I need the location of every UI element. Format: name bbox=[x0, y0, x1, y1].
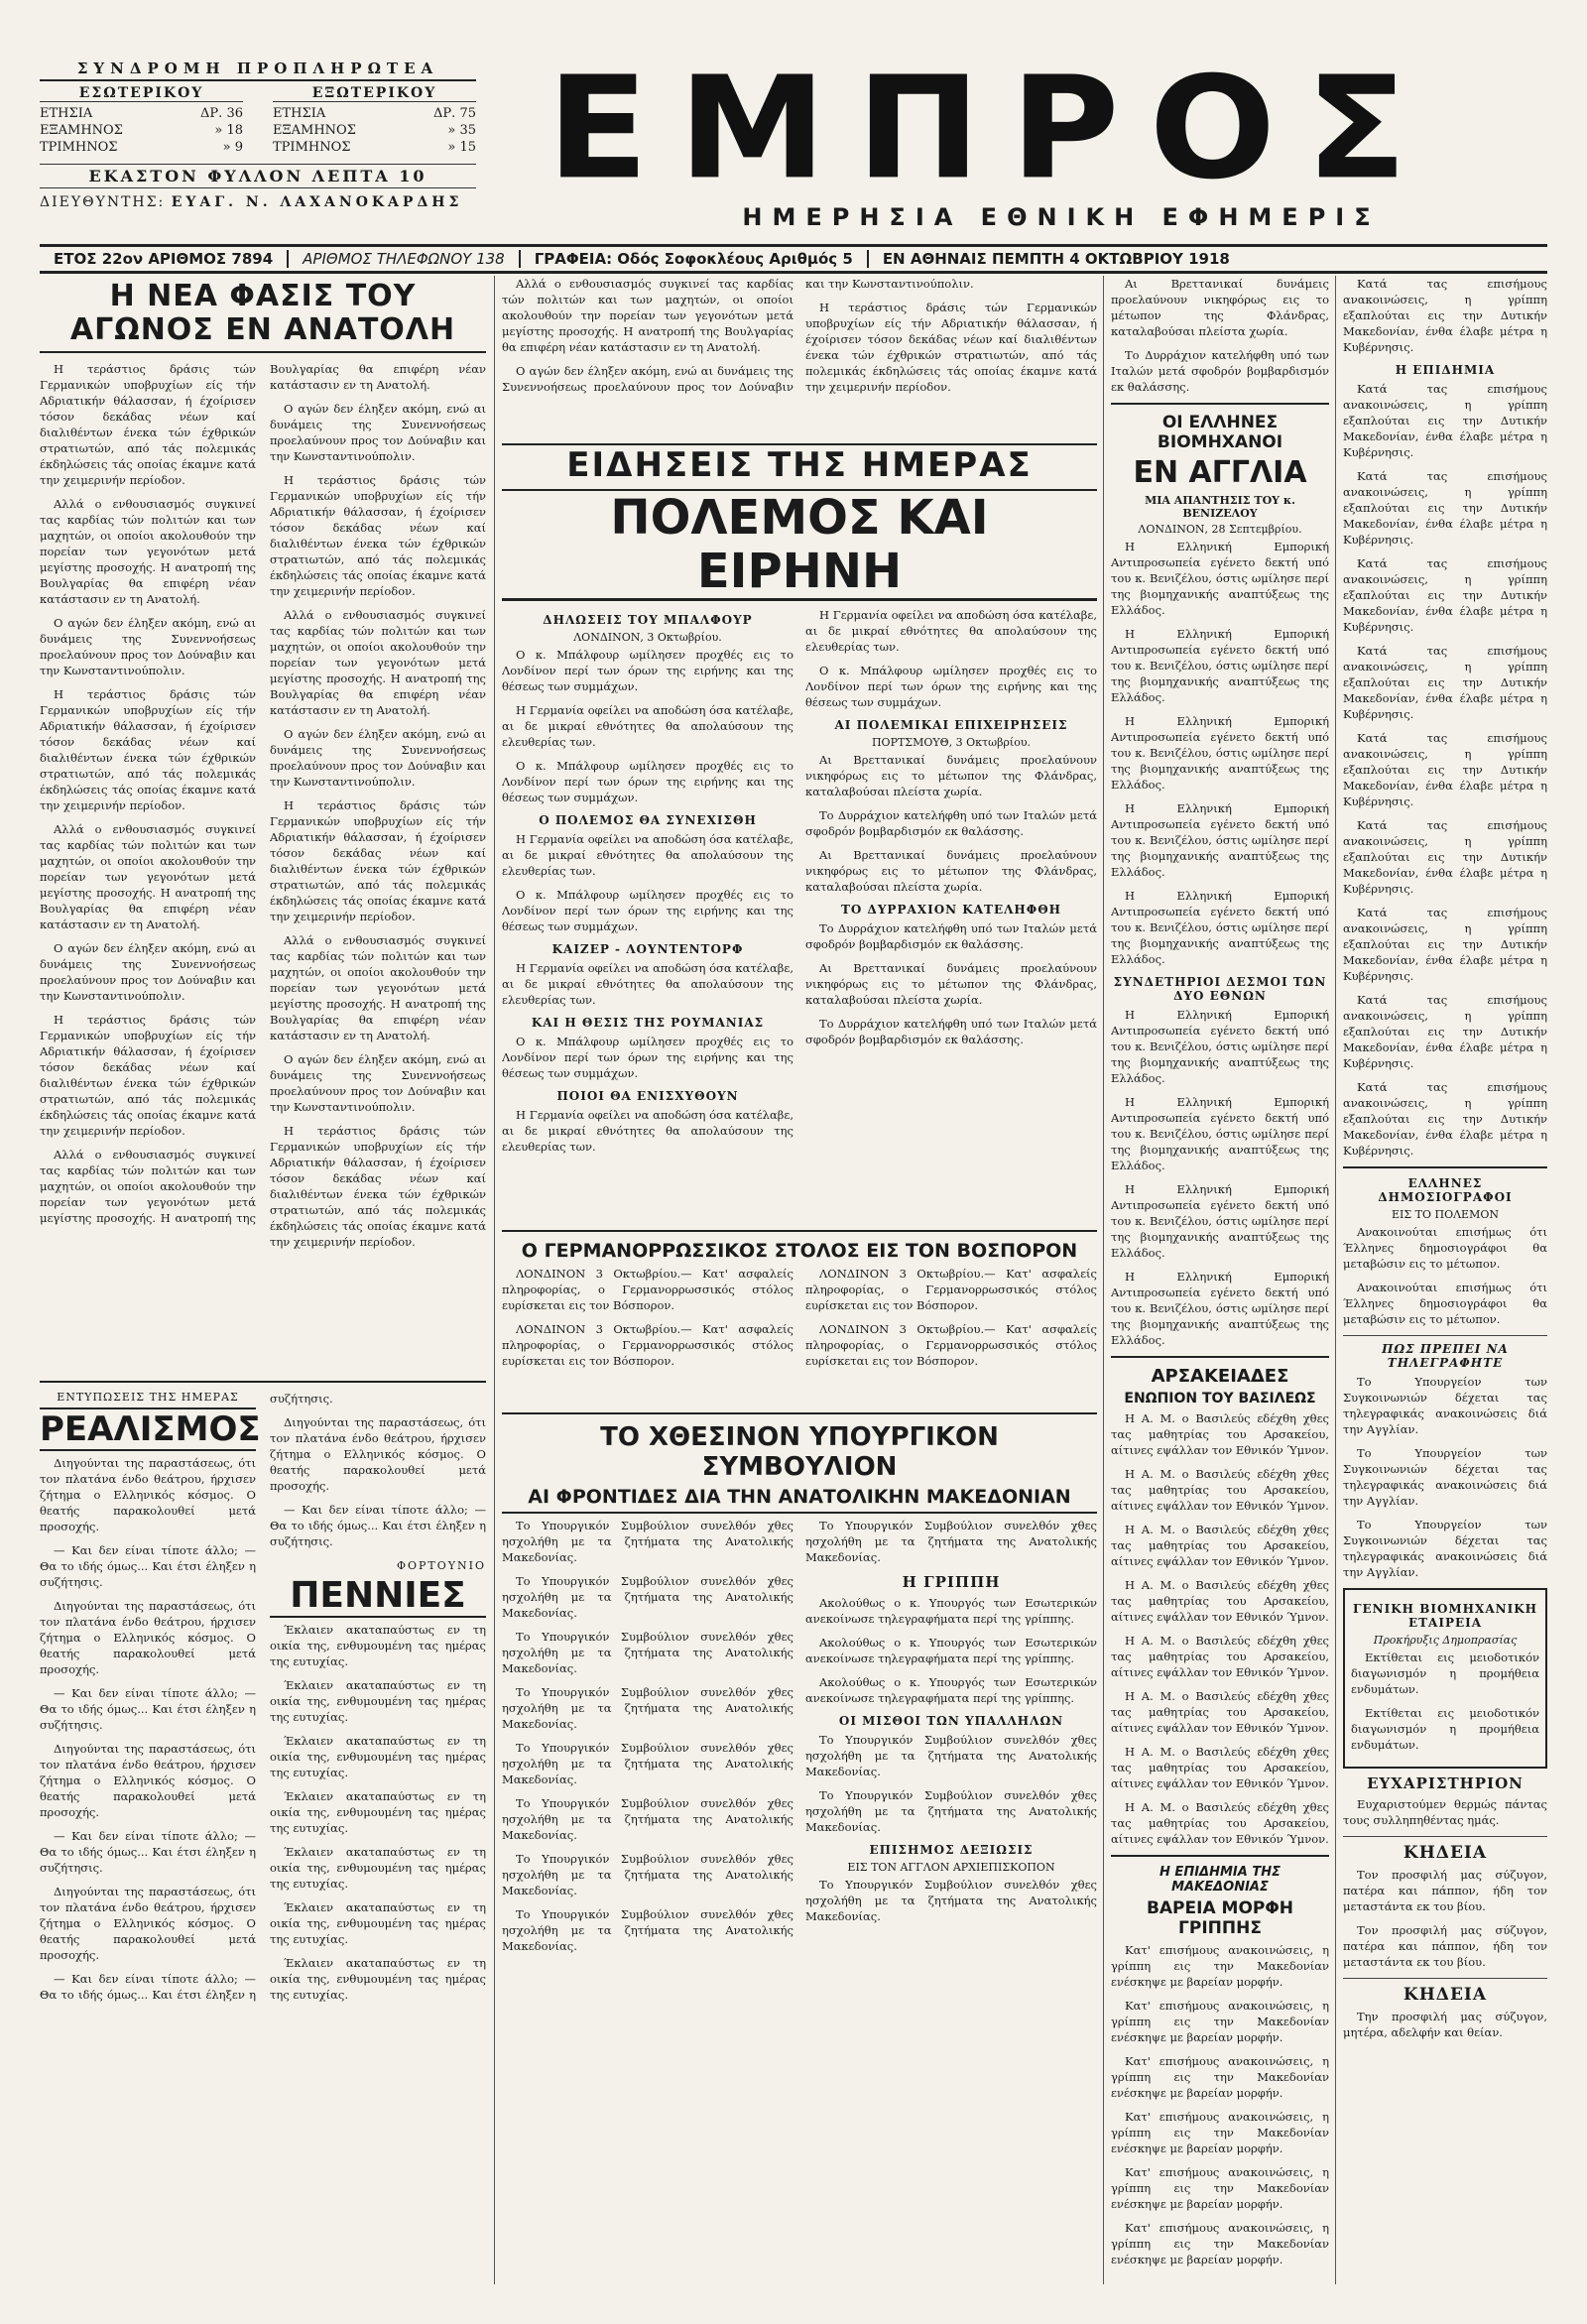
far-paragraph: Κατά τας επισήμους ανακοινώσεις, η γρίππη εξαπλούται εις την Δυτικήν Μακεδονίαν, ένθα έλαβε μέτρα η Κυβέρνησις. bbox=[1343, 469, 1547, 547]
news-paragraph: Ο κ. Μπάλφουρ ωμίλησεν προχθές εις το Λονδίνον περί των όρων της ειρήνης και της θέσεως των συμμάχων. bbox=[502, 648, 794, 693]
flu-paragraph: Ακολούθως ο κ. Υπουργός των Εσωτερικών ανεκοίνωσε τηλεγραφήματα περί της γρίππης. bbox=[805, 1636, 1097, 1665]
realism-paragraph: Διηγούνται της παραστάσεως, ότι τον πλατάνα ένδο θεάτρου, ήρχισεν ζήτημα ο Ελληνικός κόσμος. Ο θεατής παρακολουθεί μετά προσοχής. bbox=[40, 1742, 256, 1819]
macedonia-kicker: Η ΕΠΙΔΗΜΙΑ ΤΗΣ ΜΑΚΕΔΟΝΙΑΣ bbox=[1160, 1865, 1281, 1895]
continuation-paragraph: Αλλά ο ενθουσιασμός συγκινεί τας καρδίας τών πολιτών και των μαχητών, οι οποίοι ακολουθούν την πορείαν των γεγονότων μετά μεγίστης προσοχής. Η ανατροπή της Βουλγαρίας θα επιφέρη νέαν κατάστασιν εν τη Ανατολή. bbox=[502, 277, 794, 354]
industry-paragraph: Η Ελληνική Εμπορική Αντιπροσωπεία εγένετο δεκτή υπό του κ. Βενιζέλου, όστις ωμίλησε περί της βιομηχανικής αναπτύξεως της Ελλάδος. bbox=[1111, 540, 1329, 617]
council-paragraph: Το Υπουργικόν Συμβούλιον συνελθόν χθες ησχολήθη με τα ζητήματα της Ανατολικής Μακεδονίας. bbox=[805, 1733, 1097, 1778]
arsakeiades-paragraph: Η Α. Μ. ο Βασιλεύς εδέχθη χθες τας μαθητρίας του Αρσακείου, αίτινες εψάλλαν τον Εθνικόν Ύμνον. bbox=[1111, 1800, 1329, 1846]
domestic-subscriptions bbox=[40, 85, 243, 156]
sub-price: ΔΡ. 36 bbox=[200, 106, 243, 121]
correspondents-headline: ΕΛΛΗΝΕΣ ΔΗΜΟΣΙΟΓΡΑΦΟΙ bbox=[1378, 1176, 1513, 1204]
lead-article-column bbox=[40, 276, 486, 2284]
realism-paragraph: Διηγούνται της παραστάσεως, ότι τον πλατάνα ένδο θεάτρου, ήρχισεν ζήτημα ο Ελληνικός κόσμος. Ο θεατής παρακολουθεί μετά προσοχής. bbox=[40, 1599, 256, 1676]
far-paragraph: Τον προσφιλή μας σύζυγον, πατέρα και πάππον, ήδη τον μεταστάντα εκ του βίου. bbox=[1343, 1868, 1547, 1913]
domestic-label: ΕΣΩΤΕΡΙΚΟΥ bbox=[40, 85, 243, 102]
flu-headline: Η ΓΡΙΠΠΗ bbox=[902, 1573, 1001, 1591]
news-sub5: ΠΟΙΟΙ ΘΑ ΕΝΙΣΧΥΘΟΥΝ bbox=[556, 1089, 739, 1103]
realism-paragraph: Διηγούνται της παραστάσεως, ότι τον πλατάνα ένδο θεάτρου, ήρχισεν ζήτημα ο Ελληνικός κόσμος. Ο θεατής παρακολουθεί μετά προσοχής. bbox=[40, 1885, 256, 1962]
realism-headline: ΡΕΑΛΙΣΜΟΣ bbox=[40, 1409, 261, 1449]
news-kicker: ΕΙΔΗΣΕΙΣ ΤΗΣ ΗΜΕΡΑΣ bbox=[502, 443, 1097, 485]
fleet-headline: Ο ΓΕΡΜΑΝΟΡΡΩΣΣΙΚΟΣ ΣΤΟΛΟΣ ΕΙΣ ΤΟΝ ΒΟΣΠΟΡΟΝ bbox=[521, 1240, 1078, 1262]
lead-paragraph: Η τεράστιος δράσις τών Γερμανικών υποβρυχίων είς τήν Αδριατικήν θάλασσαν, ή έχοίρισεν τόσον δεκάδας νέων καί διαλιθέντων ένεκα τών έχθρικών στρατιωτών, από τάς πολεμικάς έκδηλώσεις τάς οποίας έκαμνε κατά την χειμερινήν περίοδον. bbox=[270, 1124, 486, 1249]
continuation-paragraph: Το Δυρράχιον κατελήφθη υπό των Ιταλών μετά σφοδρόν βομβαρδισμόν εκ θαλάσσης. bbox=[1111, 348, 1329, 394]
ops-dateline: ΠΟΡΤΣΜΟΥΘ, 3 Οκτωβρίου. bbox=[871, 736, 1032, 749]
far-paragraph: Κατά τας επισήμους ανακοινώσεις, η γρίππη εξαπλούται εις την Δυτικήν Μακεδονίαν, ένθα έλαβε μέτρα η Κυβέρνησις. bbox=[1343, 556, 1547, 634]
sub-price: » 15 bbox=[447, 140, 476, 155]
divider bbox=[1111, 1356, 1329, 1358]
industry-sub: ΜΙΑ ΑΠΑΝΤΗΣΙΣ ΤΟΥ κ. ΒΕΝΙΖΕΛΟΥ bbox=[1145, 494, 1295, 520]
industry-paragraph: Η Ελληνική Εμπορική Αντιπροσωπεία εγένετο δεκτή υπό του κ. Βενιζέλου, όστις ωμίλησε περί της βιομηχανικής αναπτύξεως της Ελλάδος. bbox=[1111, 1182, 1329, 1260]
continuation-paragraph: Αι Βρεττανικαί δυνάμεις προελαύνουν νικηφόρως εις το μέτωπον της Φλάνδρας, καταλαβούσαι πλείστα χωρία. bbox=[1111, 277, 1329, 338]
news-paragraph: Ο κ. Μπάλφουρ ωμίλησεν προχθές εις το Λονδίνον περί των όρων της ειρήνης και της θέσεως των συμμάχων. bbox=[805, 664, 1097, 709]
macedonia-paragraph: Κατ' επισήμους ανακοινώσεις, η γρίππη εις την Μακεδονίαν ενέσκηψε με βαρείαν μορφήν. bbox=[1111, 1999, 1329, 2044]
continuation-paragraph: Η τεράστιος δράσις τών Γερμανικών υποβρυχίων είς τήν Αδριατικήν θάλασσαν, ή έχοίρισεν τόσον δεκάδας νέων καί διαλιθέντων ένεκα τών έχθρικών στρατιωτών, από τάς πολεμικάς έκδηλώσεις τάς οποίας έκαμνε κατά την χειμερινήν περίοδον. bbox=[805, 301, 1097, 394]
foreign-subscriptions bbox=[273, 85, 476, 156]
council-paragraph: Το Υπουργικόν Συμβούλιον συνελθόν χθες ησχολήθη με τα ζητήματα της Ανατολικής Μακεδονίας. bbox=[502, 1685, 794, 1731]
price-per-sheet: ΕΚΑΣΤΟΝ ΦΥΛΛΟΝ ΛΕΠΤΑ 10 bbox=[40, 164, 476, 188]
far-right-column bbox=[1343, 276, 1547, 2284]
center-column bbox=[502, 276, 1097, 2284]
far-paragraph: Κατά τας επισήμους ανακοινώσεις, η γρίππη εξαπλούται εις την Δυτικήν Μακεδονίαν, ένθα έλαβε μέτρα η Κυβέρνησις. bbox=[1343, 382, 1547, 459]
news-dateline: ΛΟΝΔΙΝΟΝ, 3 Οκτωβρίου. bbox=[573, 631, 722, 644]
ops-paragraph: Αι Βρεττανικαί δυνάμεις προελαύνουν νικηφόρως εις το μέτωπον της Φλάνδρας, καταλαβούσαι πλείστα χωρία. bbox=[805, 753, 1097, 798]
news-body bbox=[502, 607, 1097, 1222]
sub-price: » 9 bbox=[222, 140, 243, 155]
divider bbox=[502, 1230, 1097, 1232]
ops-sub: ΤΟ ΔΥΡΡΑΧΙΟΝ ΚΑΤΕΛΗΦΘΗ bbox=[840, 903, 1062, 917]
divider bbox=[1343, 1166, 1547, 1168]
sub-period: ΤΡΙΜΗΝΟΣ bbox=[273, 140, 351, 155]
ops-paragraph: Αι Βρεττανικαί δυνάμεις προελαύνουν νικηφόρως εις το μέτωπον της Φλάνδρας, καταλαβούσαι πλείστα χωρία. bbox=[805, 848, 1097, 894]
feuilleton-paragraph: Έκλαιεν ακαταπαύστως εν τη οικία της, ενθυμουμένη τας ημέρας της ευτυχίας. bbox=[270, 1623, 486, 1668]
lead-paragraph: Ο αγών δεν έληξεν ακόμη, ενώ αι δυνάμεις της Συνεννοήσεως προελαύνουν προς τον Δούναβιν και την Κωνσταντινούπολιν. bbox=[270, 1052, 486, 1114]
far-paragraph: Την προσφιλή μας σύζυγον, μητέρα, αδελφήν και θείαν. bbox=[1343, 2010, 1547, 2039]
funeral1-headline: ΚΗΔΕΙΑ bbox=[1403, 1843, 1488, 1863]
issue-number: ΕΤΟΣ 22ον ΑΡΙΘΜΟΣ 7894 bbox=[54, 250, 274, 268]
lead-paragraph: Ο αγών δεν έληξεν ακόμη, ενώ αι δυνάμεις της Συνεννοήσεως προελαύνουν προς τον Δούναβιν και την Κωνσταντινούπολιν. bbox=[270, 402, 486, 463]
ties-headline: ΣΥΝΔΕΤΗΡΙΟΙ ΔΕΣΜΟΙ ΤΩΝ ΔΥΟ ΕΘΝΩΝ bbox=[1113, 975, 1327, 1003]
macedonia-headline: ΒΑΡΕΙΑ ΜΟΡΦΗ ΓΡΙΠΠΗΣ bbox=[1146, 1898, 1294, 1938]
sub-price: ΔΡ. 75 bbox=[433, 106, 476, 121]
realism-paragraph: — Και δεν είναι τίποτε άλλο; — Θα το ιδής όμως... Και έτσι έληξεν η συζήτησις. bbox=[40, 1543, 256, 1589]
far-paragraph: Εκτίθεται εις μειοδοτικόν διαγωνισμόν η προμήθεια ενδυμάτων. bbox=[1351, 1651, 1539, 1696]
arsakeiades-paragraph: Η Α. Μ. ο Βασιλεύς εδέχθη χθες τας μαθητρίας του Αρσακείου, αίτινες εψάλλαν τον Εθνικόν Ύμνον. bbox=[1111, 1578, 1329, 1624]
fleet-paragraph: ΛΟΝΔΙΝΟΝ 3 Οκτωβρίου.— Κατ' ασφαλείς πληροφορίας, ο Γερμανορρωσσικός στόλος ευρίσκεται εις τον Βόσπορον. bbox=[805, 1322, 1097, 1368]
council-paragraph: Το Υπουργικόν Συμβούλιον συνελθόν χθες ησχολήθη με τα ζητήματα της Ανατολικής Μακεδονίας. bbox=[502, 1796, 794, 1842]
divider bbox=[1343, 1335, 1547, 1336]
center-top-text bbox=[502, 276, 1097, 439]
masthead bbox=[40, 47, 1547, 248]
council-paragraph: Το Υπουργικόν Συμβούλιον συνελθόν χθες ησχολήθη με τα ζητήματα της Ανατολικής Μακεδονίας. bbox=[805, 1788, 1097, 1834]
lead-paragraph: Αλλά ο ενθουσιασμός συγκινεί τας καρδίας τών πολιτών και των μαχητών, οι οποίοι ακολουθούν την πορείαν των γεγονότων μετά μεγίστης προσοχής. Η ανατροπή της Βουλγαρίας θα επιφέρη νέαν κατάστασιν εν τη Ανατολή. bbox=[270, 608, 486, 717]
industry-paragraph: Η Ελληνική Εμπορική Αντιπροσωπεία εγένετο δεκτή υπό του κ. Βενιζέλου, όστις ωμίλησε περί της βιομηχανικής αναπτύξεως της Ελλάδος. bbox=[1111, 801, 1329, 879]
epidemic-headline: Η ΕΠΙΔΗΜΙΑ bbox=[1395, 363, 1496, 377]
feuilleton-headline: ΠΕΝΝΙΕΣ bbox=[270, 1576, 486, 1618]
macedonia-paragraph: Κατ' επισήμους ανακοινώσεις, η γρίππη εις την Μακεδονίαν ενέσκηψε με βαρείαν μορφήν. bbox=[1111, 1943, 1329, 1989]
news-paragraph: Η Γερμανία οφείλει να αποδώση όσα κατέλαβε, αι δε μικραί εθνότητες θα απολαύσουν της ελευθερίας των. bbox=[502, 832, 794, 878]
far-paragraph: Το Υπουργείον των Συγκοινωνιών δέχεται τας τηλεγραφικάς ανακοινώσεις διά την Αγγλίαν. bbox=[1343, 1518, 1547, 1579]
macedonia-paragraph: Κατ' επισήμους ανακοινώσεις, η γρίππη εις την Μακεδονίαν ενέσκηψε με βαρείαν μορφήν. bbox=[1111, 2221, 1329, 2266]
column-rule bbox=[1335, 276, 1336, 2284]
subscriptions-title: ΣΥΝΔΡΟΜΗ ΠΡΟΠΛΗΡΩΤΕΑ bbox=[40, 60, 476, 81]
sub-price: » 18 bbox=[214, 123, 243, 138]
ops-paragraph: Το Δυρράχιον κατελήφθη υπό των Ιταλών μετά σφοδρόν βομβαρδισμόν εκ θαλάσσης. bbox=[805, 921, 1097, 951]
salaries-headline: ΟΙ ΜΙΣΘΟΙ ΤΩΝ ΥΠΑΛΛΗΛΩΝ bbox=[838, 1714, 1064, 1728]
far-paragraph: Ανακοινούται επισήμως ότι Έλληνες δημοσιογράφοι θα μεταβώσιν εις το μέτωπον. bbox=[1343, 1225, 1547, 1271]
feuilleton-paragraph: Έκλαιεν ακαταπαύστως εν τη οικία της, ενθυμουμένη τας ημέρας της ευτυχίας. bbox=[270, 1956, 486, 2002]
far-paragraph: Κατά τας επισήμους ανακοινώσεις, η γρίππη εξαπλούται εις την Δυτικήν Μακεδονίαν, ένθα έλαβε μέτρα η Κυβέρνησις. bbox=[1343, 1080, 1547, 1158]
news-sub2: Ο ΠΟΛΕΜΟΣ ΘΑ ΣΥΝΕΧΙΣΘΗ bbox=[539, 813, 757, 827]
council-paragraph: Το Υπουργικόν Συμβούλιον συνελθόν χθες ησχολήθη με τα ζητήματα της Ανατολικής Μακεδονίας. bbox=[805, 1878, 1097, 1923]
news-right bbox=[805, 607, 1097, 1222]
arsakeiades-paragraph: Η Α. Μ. ο Βασιλεύς εδέχθη χθες τας μαθητρίας του Αρσακείου, αίτινες εψάλλαν τον Εθνικόν Ύμνον. bbox=[1111, 1634, 1329, 1679]
industry-paragraph: Η Ελληνική Εμπορική Αντιπροσωπεία εγένετο δεκτή υπό του κ. Βενιζέλου, όστις ωμίλησε περί της βιομηχανικής αναπτύξεως της Ελλάδος. bbox=[1111, 1270, 1329, 1347]
feuilleton-paragraph: Έκλαιεν ακαταπαύστως εν τη οικία της, ενθυμουμένη τας ημέρας της ευτυχίας. bbox=[270, 1789, 486, 1835]
news-headline: ΠΟΛΕΜΟΣ ΚΑΙ ΕΙΡΗΝΗ bbox=[502, 489, 1097, 601]
continuation-paragraph: Ο αγών δεν έληξεν ακόμη, ενώ αι δυνάμεις της Συνεννοήσεως προελαύνουν προς τον Δούναβιν και την Κωνσταντινούπολιν. bbox=[502, 277, 974, 394]
feuilleton-paragraph: Έκλαιεν ακαταπαύστως εν τη οικία της, ενθυμουμένη τας ημέρας της ευτυχίας. bbox=[270, 1678, 486, 1724]
council-paragraph: Το Υπουργικόν Συμβούλιον συνελθόν χθες ησχολήθη με τα ζητήματα της Ανατολικής Μακεδονίας. bbox=[502, 1907, 794, 1953]
arsakeiades-sub: ΕΝΩΠΙΟΝ ΤΟΥ ΒΑΣΙΛΕΩΣ bbox=[1124, 1391, 1316, 1407]
sub-price: » 35 bbox=[447, 123, 476, 138]
industry-paragraph: Η Ελληνική Εμπορική Αντιπροσωπεία εγένετο δεκτή υπό του κ. Βενιζέλου, όστις ωμίλησε περί της βιομηχανικής αναπτύξεως της Ελλάδος. bbox=[1111, 714, 1329, 792]
sub-period: ΕΤΗΣΙΑ bbox=[273, 106, 326, 121]
far-paragraph: Εκτίθεται εις μειοδοτικόν διαγωνισμόν η προμήθεια ενδυμάτων. bbox=[1351, 1706, 1539, 1752]
sub-period: ΕΞΑΜΗΝΟΣ bbox=[40, 123, 123, 138]
lead-paragraph: Ο αγών δεν έληξεν ακόμη, ενώ αι δυνάμεις της Συνεννοήσεως προελαύνουν προς τον Δούναβιν και την Κωνσταντινούπολιν. bbox=[40, 941, 256, 1003]
far-paragraph: Ανακοινούται επισήμως ότι Έλληνες δημοσιογράφοι θα μεταβώσιν εις το μέτωπον. bbox=[1343, 1281, 1547, 1326]
council-body bbox=[502, 1518, 1097, 1984]
flu-paragraph: Ακολούθως ο κ. Υπουργός των Εσωτερικών ανεκοίνωσε τηλεγραφήματα περί της γρίππης. bbox=[805, 1675, 1097, 1705]
feuilleton-paragraph: Έκλαιεν ακαταπαύστως εν τη οικία της, ενθυμουμένη τας ημέρας της ευτυχίας. bbox=[270, 1900, 486, 1946]
subscription-box bbox=[40, 60, 476, 238]
ops-headline: ΑΙ ΠΟΛΕΜΙΚΑΙ ΕΠΙΧΕΙΡΗΣΕΙΣ bbox=[834, 718, 1068, 732]
council-paragraph: Το Υπουργικόν Συμβούλιον συνελθόν χθες ησχολήθη με τα ζητήματα της Ανατολικής Μακεδονίας. bbox=[805, 1519, 1097, 1564]
info-bar bbox=[40, 244, 1547, 274]
lead-paragraph: Η τεράστιος δράσις τών Γερμανικών υποβρυχίων είς τήν Αδριατικήν θάλασσαν, ή έχοίρισεν τόσον δεκάδας νέων καί διαλιθέντων ένεκα τών έχθρικών στρατιωτών, από τάς πολεμικάς έκδηλώσεις τάς οποίας έκαμνε κατά την χειμερινήν περίοδον. bbox=[270, 473, 486, 598]
reception-sub: ΕΙΣ ΤΟΝ ΑΓΓΛΟΝ ΑΡΧΙΕΠΙΣΚΟΠΟΝ bbox=[847, 1861, 1055, 1874]
far-paragraph: Κατά τας επισήμους ανακοινώσεις, η γρίππη εξαπλούται εις την Δυτικήν Μακεδονίαν, ένθα έλαβε μέτρα η Κυβέρνησις. bbox=[1343, 644, 1547, 721]
feuilleton-paragraph: Έκλαιεν ακαταπαύστως εν τη οικία της, ενθυμουμένη τας ημέρας της ευτυχίας. bbox=[270, 1734, 486, 1779]
director-name: ΕΥΑΓ. Ν. ΛΑΧΑΝΟΚΑΡΔΗΣ bbox=[171, 194, 463, 210]
sub-period: ΕΤΗΣΙΑ bbox=[40, 106, 93, 121]
office-address: ΓΡΑΦΕΙΑ: Οδός Σοφοκλέους Αριθμός 5 bbox=[534, 250, 853, 268]
far-paragraph: Το Υπουργείον των Συγκοινωνιών δέχεται τας τηλεγραφικάς ανακοινώσεις διά την Αγγλίαν. bbox=[1343, 1446, 1547, 1508]
macedonia-paragraph: Κατ' επισήμους ανακοινώσεις, η γρίππη εις την Μακεδονίαν ενέσκηψε με βαρείαν μορφήν. bbox=[1111, 2165, 1329, 2211]
reception-headline: ΕΠΙΣΗΜΟΣ ΔΕΞΙΩΣΙΣ bbox=[869, 1843, 1034, 1857]
correspondents-sub: ΕΙΣ ΤΟ ΠΟΛΕΜΟΝ bbox=[1392, 1208, 1499, 1221]
far-paragraph: Κατά τας επισήμους ανακοινώσεις, η γρίππη εξαπλούται εις την Δυτικήν Μακεδονίαν, ένθα έλαβε μέτρα η Κυβέρνησις. bbox=[1343, 993, 1547, 1070]
industry-headline: ΕΝ ΑΓΓΛΙΑ bbox=[1133, 455, 1307, 490]
company-headline: ΓΕΝΙΚΗ ΒΙΟΜΗΧΑΝΙΚΗ ΕΤΑΙΡΕΙΑ bbox=[1353, 1602, 1537, 1630]
lead-paragraph: Η τεράστιος δράσις τών Γερμανικών υποβρυχίων είς τήν Αδριατικήν θάλασσαν, ή έχοίρισεν τόσον δεκάδας νέων καί διαλιθέντων ένεκα τών έχθρικών στρατιωτών, από τάς πολεμικάς έκδηλώσεις τάς οποίας έκαμνε κατά την χειμερινήν περίοδον. bbox=[270, 798, 486, 923]
lead-paragraph: Η τεράστιος δράσις τών Γερμανικών υποβρυχίων είς τήν Αδριατικήν θάλασσαν, ή έχοίρισεν τόσον δεκάδας νέων καί διαλιθέντων ένεκα τών έχθρικών στρατιωτών, από τάς πολεμικάς έκδηλώσεις τάς οποίας έκαμνε κατά την χειμερινήν περίοδον. bbox=[40, 687, 256, 812]
arsakeiades-paragraph: Η Α. Μ. ο Βασιλεύς εδέχθη χθες τας μαθητρίας του Αρσακείου, αίτινες εψάλλαν τον Εθνικόν Ύμνον. bbox=[1111, 1467, 1329, 1513]
far-paragraph: Κατά τας επισήμους ανακοινώσεις, η γρίππη εξαπλούται εις την Δυτικήν Μακεδονίαν, ένθα έλαβε μέτρα η Κυβέρνησις. bbox=[1343, 818, 1547, 896]
company-notice bbox=[1343, 1588, 1547, 1769]
feuilleton-label: ΦΟΡΤΟΥΝΙΟ bbox=[396, 1559, 486, 1572]
how-headline: ΠΩΣ ΠΡΕΠΕΙ ΝΑ ΤΗΛΕΓΡΑΦΗΤΕ bbox=[1382, 1342, 1509, 1370]
column-rule bbox=[1103, 276, 1104, 2284]
arsakeiades-paragraph: Η Α. Μ. ο Βασιλεύς εδέχθη χθες τας μαθητρίας του Αρσακείου, αίτινες εψάλλαν τον Εθνικόν Ύμνον. bbox=[1111, 1689, 1329, 1735]
arsakeiades-paragraph: Η Α. Μ. ο Βασιλεύς εδέχθη χθες τας μαθητρίας του Αρσακείου, αίτινες εψάλλαν τον Εθνικόν Ύμνον. bbox=[1111, 1411, 1329, 1457]
fleet-paragraph: ΛΟΝΔΙΝΟΝ 3 Οκτωβρίου.— Κατ' ασφαλείς πληροφορίας, ο Γερμανορρωσσικός στόλος ευρίσκεται εις τον Βόσπορον. bbox=[805, 1267, 1097, 1312]
council-headline: ΤΟ ΧΘΕΣΙΝΟΝ ΥΠΟΥΡΓΙΚΟΝ ΣΥΜΒΟΥΛΙΟΝ bbox=[600, 1422, 999, 1482]
realism-kicker: ΕΝΤΥΠΩΣΕΙΣ ΤΗΣ ΗΜΕΡΑΣ bbox=[57, 1391, 239, 1404]
lead-paragraph: Η τεράστιος δράσις τών Γερμανικών υποβρυχίων είς τήν Αδριατικήν θάλασσαν, ή έχοίρισεν τόσον δεκάδας νέων καί διαλιθέντων ένεκα τών έχθρικών στρατιωτών, από τάς πολεμικάς έκδηλώσεις τάς οποίας έκαμνε κατά την χειμερινήν περίοδον. bbox=[40, 362, 256, 487]
funeral2-headline: ΚΗΔΕΙΑ bbox=[1403, 1985, 1488, 2005]
council-paragraph: Το Υπουργικόν Συμβούλιον συνελθόν χθες ησχολήθη με τα ζητήματα της Ανατολικής Μακεδονίας. bbox=[502, 1574, 794, 1620]
feuilleton-paragraph: Έκλαιεν ακαταπαύστως εν τη οικία της, ενθυμουμένη τας ημέρας της ευτυχίας. bbox=[270, 1845, 486, 1891]
industry-paragraph: Η Ελληνική Εμπορική Αντιπροσωπεία εγένετο δεκτή υπό του κ. Βενιζέλου, όστις ωμίλησε περί της βιομηχανικής αναπτύξεως της Ελλάδος. bbox=[1111, 889, 1329, 966]
realism-paragraph: Διηγούνται της παραστάσεως, ότι τον πλατάνα ένδο θεάτρου, ήρχισεν ζήτημα ο Ελληνικός κόσμος. Ο θεατής παρακολουθεί μετά προσοχής. bbox=[40, 1456, 256, 1533]
council-paragraph: Το Υπουργικόν Συμβούλιον συνελθόν χθες ησχολήθη με τα ζητήματα της Ανατολικής Μακεδονίας. bbox=[502, 1741, 794, 1786]
arsakeiades-paragraph: Η Α. Μ. ο Βασιλεύς εδέχθη χθες τας μαθητρίας του Αρσακείου, αίτινες εψάλλαν τον Εθνικόν Ύμνον. bbox=[1111, 1745, 1329, 1790]
far-paragraph: Κατά τας επισήμους ανακοινώσεις, η γρίππη εξαπλούται εις την Δυτικήν Μακεδονίαν, ένθα έλαβε μέτρα η Κυβέρνησις. bbox=[1343, 277, 1547, 354]
industry-kicker: ΟΙ ΕΛΛΗΝΕΣ ΒΙΟΜΗΧΑΝΟΙ bbox=[1157, 413, 1283, 452]
right-column bbox=[1111, 276, 1329, 2284]
newspaper-page bbox=[40, 47, 1547, 2291]
macedonia-paragraph: Κατ' επισήμους ανακοινώσεις, η γρίππη εις την Μακεδονίαν ενέσκηψε με βαρείαν μορφήν. bbox=[1111, 2110, 1329, 2155]
sub-period: ΕΞΑΜΗΝΟΣ bbox=[273, 123, 356, 138]
lead-paragraph: Ο αγών δεν έληξεν ακόμη, ενώ αι δυνάμεις της Συνεννοήσεως προελαύνουν προς τον Δούναβιν και την Κωνσταντινούπολιν. bbox=[40, 616, 256, 677]
macedonia-paragraph: Κατ' επισήμους ανακοινώσεις, η γρίππη εις την Μακεδονίαν ενέσκηψε με βαρείαν μορφήν. bbox=[1111, 2054, 1329, 2100]
far-paragraph: Το Υπουργείον των Συγκοινωνιών δέχεται τας τηλεγραφικάς ανακοινώσεις διά την Αγγλίαν. bbox=[1343, 1375, 1547, 1436]
lead-paragraph: Η τεράστιος δράσις τών Γερμανικών υποβρυχίων είς τήν Αδριατικήν θάλασσαν, ή έχοίρισεν τόσον δεκάδας νέων καί διαλιθέντων ένεκα τών έχθρικών στρατιωτών, από τάς πολεμικάς έκδηλώσεις τάς οποίας έκαμνε κατά την χειμερινήν περίοδον. bbox=[40, 1013, 256, 1138]
industry-paragraph: Η Ελληνική Εμπορική Αντιπροσωπεία εγένετο δεκτή υπό του κ. Βενιζέλου, όστις ωμίλησε περί της βιομηχανικής αναπτύξεως της Ελλάδος. bbox=[1111, 627, 1329, 704]
sub-period: ΤΡΙΜΗΝΟΣ bbox=[40, 140, 118, 155]
divider bbox=[1111, 1855, 1329, 1857]
far-paragraph: Κατά τας επισήμους ανακοινώσεις, η γρίππη εξαπλούται εις την Δυτικήν Μακεδονίαν, ένθα έλαβε μέτρα η Κυβέρνησις. bbox=[1343, 731, 1547, 808]
news-paragraph: Ο κ. Μπάλφουρ ωμίλησεν προχθές εις το Λονδίνον περί των όρων της ειρήνης και της θέσεως των συμμάχων. bbox=[502, 888, 794, 933]
director-label: ΔΙΕΥΘΥΝΤΗΣ: bbox=[40, 194, 166, 210]
council-right bbox=[805, 1518, 1097, 1984]
divider bbox=[1111, 403, 1329, 405]
divider bbox=[502, 1412, 1097, 1414]
council-sub: ΑΙ ΦΡΟΝΤΙΔΕΣ ΔΙΑ ΤΗΝ ΑΝΑΤΟΛΙΚΗΝ ΜΑΚΕΔΟΝΙΑΝ bbox=[502, 1486, 1097, 1514]
fleet-paragraph: ΛΟΝΔΙΝΟΝ 3 Οκτωβρίου.— Κατ' ασφαλείς πληροφορίας, ο Γερμανορρωσσικός στόλος ευρίσκεται εις τον Βόσπορον. bbox=[502, 1322, 794, 1368]
far-paragraph: Κατά τας επισήμους ανακοινώσεις, η γρίππη εξαπλούται εις την Δυτικήν Μακεδονίαν, ένθα έλαβε μέτρα η Κυβέρνησις. bbox=[1343, 906, 1547, 983]
news-paragraph: Η Γερμανία οφείλει να αποδώση όσα κατέλαβε, αι δε μικραί εθνότητες θα απολαύσουν της ελευθερίας των. bbox=[805, 608, 1097, 654]
industry-paragraph: Η Ελληνική Εμπορική Αντιπροσωπεία εγένετο δεκτή υπό του κ. Βενιζέλου, όστις ωμίλησε περί της βιομηχανικής αναπτύξεως της Ελλάδος. bbox=[1111, 1095, 1329, 1172]
arsakeiades-paragraph: Η Α. Μ. ο Βασιλεύς εδέχθη χθες τας μαθητρίας του Αρσακείου, αίτινες εψάλλαν τον Εθνικόν Ύμνον. bbox=[1111, 1523, 1329, 1568]
news-paragraph: Ο κ. Μπάλφουρ ωμίλησεν προχθές εις το Λονδίνον περί των όρων της ειρήνης και της θέσεως των συμμάχων. bbox=[502, 1035, 794, 1080]
news-paragraph: Η Γερμανία οφείλει να αποδώση όσα κατέλαβε, αι δε μικραί εθνότητες θα απολαύσουν της ελευθερίας των. bbox=[502, 1108, 794, 1154]
lead-paragraph: Αλλά ο ενθουσιασμός συγκινεί τας καρδίας τών πολιτών και των μαχητών, οι οποίοι ακολουθούν την πορείαν των γεγονότων μετά μεγίστης προσοχής. Η ανατροπή της Βουλγαρίας θα επιφέρη νέαν κατάστασιν εν τη Ανατολή. bbox=[40, 822, 256, 931]
ops-paragraph: Το Δυρράχιον κατελήφθη υπό των Ιταλών μετά σφοδρόν βομβαρδισμόν εκ θαλάσσης. bbox=[805, 1017, 1097, 1046]
ops-paragraph: Το Δυρράχιον κατελήφθη υπό των Ιταλών μετά σφοδρόν βομβαρδισμόν εκ θαλάσσης. bbox=[805, 808, 1097, 838]
divider bbox=[1343, 1836, 1547, 1837]
lead-paragraph: Αλλά ο ενθουσιασμός συγκινεί τας καρδίας τών πολιτών και των μαχητών, οι οποίοι ακολουθούν την πορείαν των γεγονότων μετά μεγίστης προσοχής. Η ανατροπή της Βουλγαρίας θα επιφέρη νέαν κατάστασιν εν τη Ανατολή. bbox=[40, 362, 486, 1225]
divider bbox=[40, 1381, 486, 1383]
foreign-label: ΕΞΩΤΕΡΙΚΟΥ bbox=[273, 85, 476, 102]
news-sub3: ΚΑΙΖΕΡ - ΛΟΥΝΤΕΝΤΟΡΦ bbox=[551, 942, 744, 956]
realism-paragraph: Διηγούνται της παραστάσεως, ότι τον πλατάνα ένδο θεάτρου, ήρχισεν ζήτημα ο Ελληνικός κόσμος. Ο θεατής παρακολουθεί μετά προσοχής. bbox=[270, 1415, 486, 1493]
lead-paragraph: Ο αγών δεν έληξεν ακόμη, ενώ αι δυνάμεις της Συνεννοήσεως προελαύνουν προς τον Δούναβιν και την Κωνσταντινούπολιν. bbox=[270, 727, 486, 789]
council-paragraph: Το Υπουργικόν Συμβούλιον συνελθόν χθες ησχολήθη με τα ζητήματα της Ανατολικής Μακεδονίας. bbox=[502, 1852, 794, 1897]
company-sub: Προκήρυξις Δημοπρασίας bbox=[1373, 1634, 1518, 1647]
fleet-paragraph: ΛΟΝΔΙΝΟΝ 3 Οκτωβρίου.— Κατ' ασφαλείς πληροφορίας, ο Γερμανορρωσσικός στόλος ευρίσκεται εις τον Βόσπορον. bbox=[502, 1267, 794, 1312]
council-left bbox=[502, 1518, 794, 1984]
realism-paragraph: — Και δεν είναι τίποτε άλλο; — Θα το ιδής όμως... Και έτσι έληξεν η συζήτησις. bbox=[40, 1829, 256, 1875]
far-paragraph: Τον προσφιλή μας σύζυγον, πατέρα και πάππον, ήδη τον μεταστάντα εκ του βίου. bbox=[1343, 1923, 1547, 1969]
lead-headline: Η ΝΕΑ ΦΑΣΙΣ ΤΟΥ ΑΓΩΝΟΣ ΕΝ ΑΝΑΤΟΛΗ bbox=[40, 280, 486, 353]
news-sub: ΔΗΛΩΣΕΙΣ ΤΟΥ ΜΠΑΛΦΟΥΡ bbox=[543, 613, 753, 627]
issue-date: ΕΝ ΑΘΗΝΑΙΣ ΠΕΜΠΤΗ 4 ΟΚΤΩΒΡΙΟΥ 1918 bbox=[882, 250, 1230, 268]
lead-paragraph: Αλλά ο ενθουσιασμός συγκινεί τας καρδίας τών πολιτών και των μαχητών, οι οποίοι ακολουθούν την πορείαν των γεγονότων μετά μεγίστης προσοχής. Η ανατροπή της Βουλγαρίας θα επιφέρη νέαν κατάστασιν εν τη Ανατολή. bbox=[270, 933, 486, 1042]
council-paragraph: Το Υπουργικόν Συμβούλιον συνελθόν χθες ησχολήθη με τα ζητήματα της Ανατολικής Μακεδονίας. bbox=[502, 1630, 794, 1675]
flu-paragraph: Ακολούθως ο κ. Υπουργός των Εσωτερικών ανεκοίνωσε τηλεγραφήματα περί της γρίππης. bbox=[805, 1596, 1097, 1626]
news-paragraph: Ο κ. Μπάλφουρ ωμίλησεν προχθές εις το Λονδίνον περί των όρων της ειρήνης και της θέσεως των συμμάχων. bbox=[502, 759, 794, 804]
lower-left-columns bbox=[40, 1391, 486, 2283]
director-line bbox=[40, 194, 476, 210]
realism-paragraph: — Και δεν είναι τίποτε άλλο; — Θα το ιδής όμως... Και έτσι έληξεν η συζήτησις. bbox=[40, 1686, 256, 1732]
fleet-body bbox=[502, 1266, 1097, 1405]
industry-dateline: ΛΟΝΔΙΝΟΝ, 28 Σεπτεμβρίου. bbox=[1138, 523, 1302, 536]
council-paragraph: Το Υπουργικόν Συμβούλιον συνελθόν χθες ησχολήθη με τα ζητήματα της Ανατολικής Μακεδονίας. bbox=[502, 1519, 794, 1564]
realism-paragraph: — Και δεν είναι τίποτε άλλο; — Θα το ιδής όμως... Και έτσι έληξεν η συζήτησις. bbox=[270, 1503, 486, 1548]
industry-paragraph: Η Ελληνική Εμπορική Αντιπροσωπεία εγένετο δεκτή υπό του κ. Βενιζέλου, όστις ωμίλησε περί της βιομηχανικής αναπτύξεως της Ελλάδος. bbox=[1111, 1008, 1329, 1085]
divider bbox=[1343, 1978, 1547, 1979]
newspaper-title: ΕΜΠΡΟΣ bbox=[547, 47, 1437, 211]
newspaper-subtitle: ΗΜΕΡΗΣΙΑ ΕΘΝΙΚΗ ΕΦΗΜΕΡΙΣ bbox=[742, 203, 1381, 231]
lead-paragraph: Αλλά ο ενθουσιασμός συγκινεί τας καρδίας τών πολιτών και των μαχητών, οι οποίοι ακολουθούν την πορείαν των γεγονότων μετά μεγίστης προσοχής. Η ανατροπή της Βουλγαρίας θα επιφέρη νέαν κατάστασιν εν τη Ανατολή. bbox=[40, 497, 256, 606]
news-left bbox=[502, 607, 794, 1222]
news-paragraph: Η Γερμανία οφείλει να αποδώση όσα κατέλαβε, αι δε μικραί εθνότητες θα απολαύσουν της ελευθερίας των. bbox=[502, 961, 794, 1007]
phone-number: ΑΡΙΘΜΟΣ ΤΗΛΕΦΩΝΟΥ 138 bbox=[303, 250, 505, 268]
thanks-headline: ΕΥΧΑΡΙΣΤΗΡΙΟΝ bbox=[1367, 1774, 1524, 1792]
news-paragraph: Η Γερμανία οφείλει να αποδώση όσα κατέλαβε, αι δε μικραί εθνότητες θα απολαύσουν της ελευθερίας των. bbox=[502, 703, 794, 749]
far-paragraph: Ευχαριστούμεν θερμώς πάντας τους συλληπηθέντας ημάς. bbox=[1343, 1797, 1547, 1827]
lead-body bbox=[40, 361, 486, 1373]
realism-paragraph: — Και δεν είναι τίποτε άλλο; — Θα το ιδής όμως... Και έτσι έληξεν η συζήτησις. bbox=[40, 1392, 333, 2002]
arsakeiades-headline: ΑΡΣΑΚΕΙΑΔΕΣ bbox=[1151, 1366, 1289, 1387]
column-rule bbox=[494, 276, 495, 2284]
news-sub4: ΚΑΙ Η ΘΕΣΙΣ ΤΗΣ ΡΟΥΜΑΝΙΑΣ bbox=[531, 1016, 765, 1030]
ops-paragraph: Αι Βρεττανικαί δυνάμεις προελαύνουν νικηφόρως εις το μέτωπον της Φλάνδρας, καταλαβούσαι πλείστα χωρία. bbox=[805, 961, 1097, 1007]
